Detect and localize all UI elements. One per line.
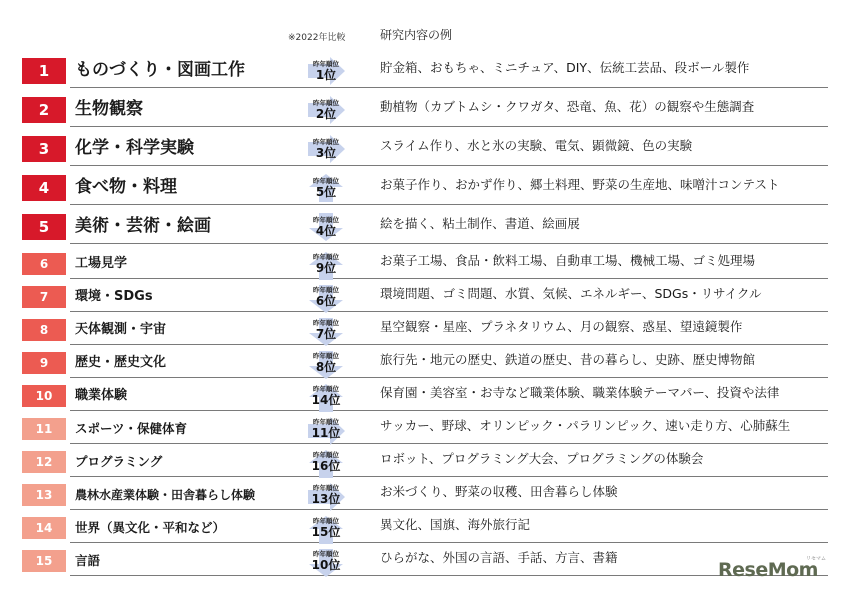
research-examples: 異文化、国旗、海外旅行記 (380, 517, 531, 532)
previous-rank-caption: 昨年順位 (313, 99, 339, 107)
previous-rank (298, 249, 354, 277)
research-examples: 旅行先・地元の歴史、鉄道の歴史、昔の暮らし、史跡、歴史博物館 (380, 352, 756, 367)
previous-rank-caption: 昨年順位 (313, 286, 339, 294)
previous-rank-caption: 昨年順位 (313, 385, 339, 393)
research-examples: お菓子工場、食品・飲料工場、自動車工場、機械工場、ゴミ処理場 (380, 253, 756, 268)
rank-badge: 5 (22, 214, 66, 240)
topic-name: 生物観察 (75, 99, 143, 120)
previous-rank-caption: 昨年順位 (313, 352, 339, 360)
previous-rank (298, 480, 354, 508)
logo-subtext: リセマム (806, 556, 826, 562)
previous-rank-value: 7位 (315, 327, 337, 341)
research-examples: 貯金箱、おもちゃ、ミニチュア、DIY、伝統工芸品、段ボール製作 (380, 60, 750, 75)
rank-badge: 4 (22, 175, 66, 201)
rank-badge: 6 (22, 253, 66, 275)
rank-badge: 3 (22, 136, 66, 162)
previous-rank-value: 1位 (315, 68, 337, 82)
topic-name: 歴史・歴史文化 (75, 354, 167, 370)
previous-rank-value: 11位 (311, 426, 341, 440)
rank-badge: 1 (22, 58, 66, 84)
rank-badge: 14 (22, 517, 66, 539)
logo-text: ReseMom (718, 559, 818, 581)
rank-badge: 8 (22, 319, 66, 341)
research-examples: 保育園・美容室・お寺など職業体験、職業体験テーマパー、投資や法律 (380, 385, 780, 400)
previous-rank-caption: 昨年順位 (313, 550, 339, 558)
research-examples: サッカー、野球、オリンピック・パラリンピック、速い走り方、心肺蘇生 (380, 418, 791, 433)
previous-rank-value: 6位 (315, 294, 337, 308)
resemom-logo (718, 556, 828, 585)
previous-rank (298, 282, 354, 310)
previous-rank (298, 348, 354, 376)
previous-rank (298, 546, 354, 574)
topic-name: 美術・芸術・絵画 (75, 216, 211, 237)
previous-rank (298, 447, 354, 475)
topic-name: 言語 (75, 553, 101, 569)
rank-badge: 7 (22, 286, 66, 308)
previous-rank-value: 9位 (315, 261, 337, 275)
topic-name: プログラミング (75, 454, 163, 470)
research-examples: 星空観察・星座、プラネタリウム、月の観察、惑星、望遠鏡製作 (380, 319, 743, 334)
rank-badge: 9 (22, 352, 66, 374)
previous-rank (298, 93, 354, 125)
research-examples: 動植物（カブトムシ・クワガタ、恐竜、魚、花）の観察や生態調査 (380, 99, 755, 114)
comparison-note: ※2022年比較 (288, 33, 346, 43)
topic-name: 農林水産業体験・田舎暮らし体験 (75, 487, 256, 502)
research-examples: 絵を描く、粘土制作、書道、絵画展 (380, 216, 580, 231)
previous-rank (298, 381, 354, 409)
previous-rank-caption: 昨年順位 (313, 484, 339, 492)
previous-rank-value: 15位 (311, 525, 341, 539)
previous-rank-value: 14位 (311, 393, 341, 407)
research-examples: お菓子作り、おかず作り、郷土料理、野菜の生産地、味噌汁コンテスト (380, 177, 780, 192)
previous-rank (298, 315, 354, 343)
previous-rank-caption: 昨年順位 (313, 319, 339, 327)
previous-rank-caption: 昨年順位 (313, 60, 339, 68)
previous-rank (298, 414, 354, 442)
previous-rank-value: 2位 (315, 107, 337, 121)
topic-name: 食べ物・料理 (75, 177, 177, 198)
rank-badge: 11 (22, 418, 66, 440)
previous-rank-value: 8位 (315, 360, 337, 374)
previous-rank (298, 54, 354, 86)
topic-name: 職業体験 (75, 387, 128, 403)
topic-name: 化学・科学実験 (75, 138, 194, 159)
research-examples: スライム作り、水と氷の実験、電気、顕微鏡、色の実験 (380, 138, 693, 153)
previous-rank-value: 16位 (311, 459, 341, 473)
research-examples: お米づくり、野菜の収穫、田舎暮らし体験 (380, 484, 618, 499)
previous-rank (298, 171, 354, 203)
previous-rank-value: 3位 (315, 146, 337, 160)
topic-name: スポーツ・保健体育 (75, 421, 188, 437)
previous-rank-value: 13位 (311, 492, 341, 506)
research-examples: ロボット、プログラミング大会、プログラミングの体験会 (380, 451, 704, 466)
topic-name: 工場見学 (75, 255, 128, 271)
topic-name: 天体観測・宇宙 (75, 321, 167, 337)
research-examples: ひらがな、外国の言語、手話、方言、書籍 (380, 550, 618, 565)
rank-badge: 12 (22, 451, 66, 473)
rank-badge: 13 (22, 484, 66, 506)
previous-rank-value: 5位 (315, 185, 337, 199)
topic-name: 世界（異文化・平和など） (75, 520, 226, 536)
previous-rank (298, 513, 354, 541)
previous-rank-caption: 昨年順位 (313, 451, 339, 459)
previous-rank-caption: 昨年順位 (313, 138, 339, 146)
topic-name: ものづくり・図画工作 (75, 60, 245, 81)
research-examples: 環境問題、ゴミ問題、水質、気候、エネルギー、SDGs・リサイクル (380, 286, 762, 301)
previous-rank-caption: 昨年順位 (313, 418, 339, 426)
previous-rank (298, 210, 354, 242)
previous-rank-value: 4位 (315, 224, 337, 238)
previous-rank-caption: 昨年順位 (313, 517, 339, 525)
examples-column-heading: 研究内容の例 (380, 28, 453, 42)
previous-rank-value: 10位 (311, 558, 341, 572)
previous-rank-caption: 昨年順位 (313, 177, 339, 185)
previous-rank (298, 132, 354, 164)
previous-rank-caption: 昨年順位 (313, 216, 339, 224)
topic-name: 環境・SDGs (75, 288, 153, 304)
rank-badge: 2 (22, 97, 66, 123)
rank-badge: 15 (22, 550, 66, 572)
rank-badge: 10 (22, 385, 66, 407)
previous-rank-caption: 昨年順位 (313, 253, 339, 261)
